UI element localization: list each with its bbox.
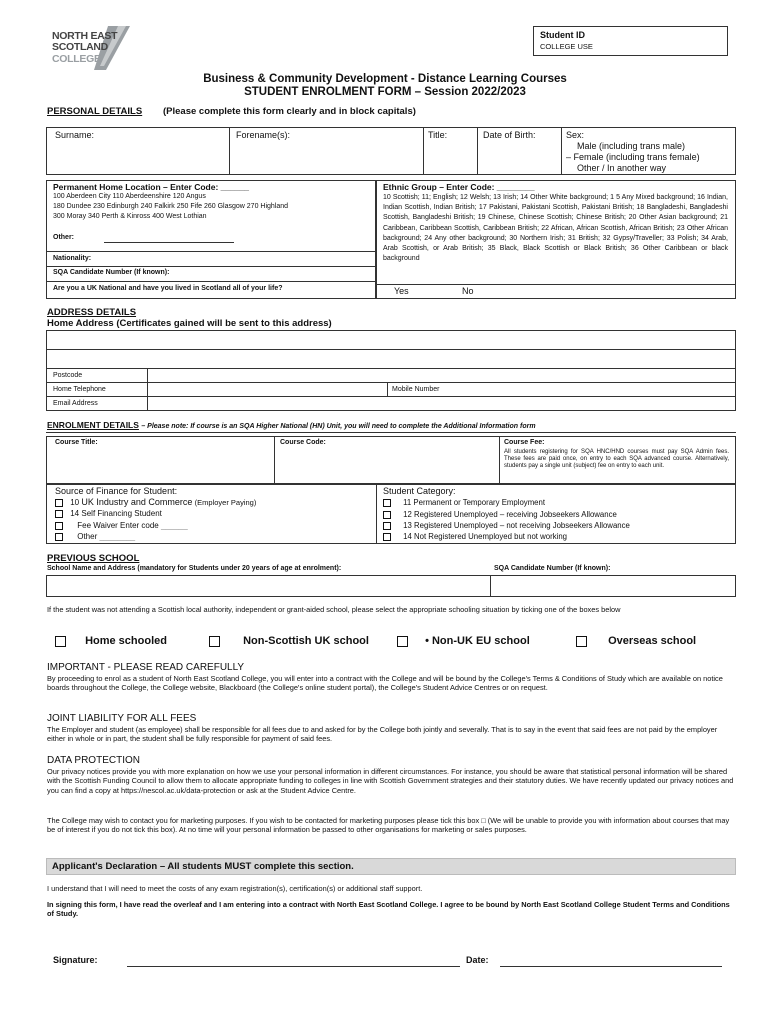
- school-sqa-label: SQA Candidate Number (If known):: [494, 565, 611, 572]
- home-codes-2: 180 Dundee 230 Edinburgh 240 Falkirk 250 Fife 260 Glasgow 270 Highland: [53, 203, 289, 210]
- date-input[interactable]: [500, 955, 722, 967]
- signature-label: Signature:: [53, 955, 98, 965]
- finance-option-1-note: (Employer Paying): [194, 498, 257, 507]
- school-situation-text: If the student was not attending a Scottish local authority, independent or grant-aided school, please select the appropriate schooling situation by ticking one of the boxes below: [47, 605, 621, 614]
- school-option-home[interactable]: [55, 635, 167, 648]
- school-option-eu-label: • Non-UK EU school: [425, 635, 530, 647]
- finance-option-2-label: Self Financing Student: [81, 509, 162, 518]
- finance-heading: Source of Finance for Student:: [55, 486, 178, 496]
- finance-option-3[interactable]: [55, 521, 188, 531]
- nationality-field[interactable]: Nationality:: [53, 255, 92, 262]
- course-fee-note: All students registering for SQA HNC/HND courses must pay SQA Admin fees. These fees are paid once, on entry to each SQA advanced course. Alternatively, students pay a single unit (subject) fee on entry to each unit.: [504, 449, 729, 469]
- finance-option-1-code: 10: [70, 498, 80, 507]
- previous-school-heading: PREVIOUS SCHOOL: [47, 553, 140, 564]
- checkbox-finance-3[interactable]: [55, 522, 63, 530]
- joint-liability-heading: JOINT LIABILITY FOR ALL FEES: [47, 713, 197, 724]
- category-option-2-label: 12 Registered Unemployed – receiving Jobseekers Allowance: [403, 510, 617, 519]
- checkbox-category-1[interactable]: [383, 499, 391, 507]
- home-location-label[interactable]: Permanent Home Location – Enter Code: ______: [53, 182, 250, 192]
- category-heading: Student Category:: [383, 486, 456, 496]
- checkbox-home-schooled[interactable]: [55, 636, 66, 647]
- logo-line-1: NORTH EAST: [52, 30, 118, 42]
- checkbox-non-scottish-uk[interactable]: [209, 636, 220, 647]
- mobile-number-field[interactable]: Mobile Number: [392, 386, 440, 393]
- school-option-eu[interactable]: [397, 635, 530, 648]
- finance-option-2[interactable]: [55, 509, 162, 519]
- joint-liability-text: The Employer and student (as employee) shall be responsible for all fees due to and asked for by the College both jointly and severally. That is to say in the event that said fees are not paid by the employer either in whole or in part, the student shall be fully responsible for payment of said fees.: [47, 725, 718, 744]
- declaration-text-2: In signing this form, I have read the overleaf and I am entering into a contract with North East Scotland College. I agree to be bound by North East Scotland College Student Terms and Conditions of Study.: [47, 900, 730, 919]
- school-option-uk-label: Non-Scottish UK school: [243, 635, 369, 647]
- address-sub: Home Address (Certificates gained will be sent to this address): [47, 318, 332, 329]
- category-option-3[interactable]: [383, 521, 630, 530]
- school-option-uk[interactable]: [209, 635, 369, 648]
- finance-option-1[interactable]: [55, 497, 256, 508]
- address-heading: ADDRESS DETAILS: [47, 307, 137, 318]
- checkbox-category-2[interactable]: [383, 511, 391, 519]
- uk-national-no[interactable]: No: [462, 286, 474, 296]
- school-name-label: School Name and Address (mandatory for Students under 20 years of age at enrolment):: [47, 565, 342, 572]
- school-option-overseas[interactable]: [576, 635, 696, 648]
- important-text: By proceeding to enrol as a student of North East Scotland College, you will enter into a contract with the College and will be bound by the College's Terms & Conditions of Study which are available on notice boards throughout the College, the College website, Blackboard (the College's online student portal), the College's Student Advice Centres or on request.: [47, 674, 723, 693]
- sex-option-female-label: Female (including trans female): [573, 152, 700, 162]
- category-option-1[interactable]: [383, 498, 545, 507]
- finance-option-1-label: UK Industry and Commerce: [81, 497, 193, 507]
- finance-option-4-note: ________: [99, 532, 136, 541]
- declaration-heading: Applicant's Declaration – All students MUST complete this section.: [52, 861, 354, 872]
- school-option-overseas-label: Overseas school: [608, 635, 697, 647]
- logo-line-3: COLLEGE: [52, 53, 101, 65]
- title-field[interactable]: Title:: [428, 130, 448, 140]
- marketing-text: The College may wish to contact you for marketing purposes. If you wish to be contacted for marketing purposes please tick this box □ (We will be unable to provide you with information about courses that may be of interest if you do not tick this box). At no time will your personal information be passed to other organisations for marketing or sales purposes.: [47, 816, 730, 835]
- school-sqa-input[interactable]: [491, 576, 735, 596]
- finance-option-3-label: Fee Waiver Enter code: [77, 521, 159, 530]
- category-option-3-label: 13 Registered Unemployed – not receiving Jobseekers Allowance: [403, 521, 630, 530]
- checkbox-category-3[interactable]: [383, 522, 391, 530]
- sex-option-female[interactable]: – Female (including trans female): [566, 152, 700, 162]
- finance-option-4-label: Other: [77, 532, 98, 541]
- checkbox-overseas[interactable]: [576, 636, 587, 647]
- personal-details-heading: PERSONAL DETAILS: [47, 106, 143, 117]
- school-option-home-label: Home schooled: [85, 635, 167, 647]
- enrolment-heading-row: [47, 420, 536, 431]
- checkbox-finance-1[interactable]: [55, 499, 63, 507]
- other-input[interactable]: [104, 234, 234, 243]
- enrolment-heading: ENROLMENT DETAILS: [47, 420, 139, 430]
- form-title-line-1: Business & Community Development - Distance Learning Courses: [203, 73, 567, 85]
- course-code-field[interactable]: Course Code:: [280, 439, 326, 446]
- home-codes-1: 100 Aberdeen City 110 Aberdeenshire 120 Angus: [53, 193, 206, 200]
- uk-national-yes[interactable]: Yes: [394, 286, 409, 296]
- sex-label: Sex:: [566, 130, 585, 140]
- important-heading: IMPORTANT - PLEASE READ CAREFULLY: [47, 662, 245, 673]
- other-label: Other:: [53, 234, 74, 241]
- dob-field[interactable]: Date of Birth:: [483, 130, 536, 140]
- forenames-field[interactable]: Forename(s):: [236, 130, 291, 140]
- course-title-field[interactable]: Course Title:: [55, 439, 98, 446]
- email-field[interactable]: Email Address: [53, 400, 98, 407]
- data-protection-heading: DATA PROTECTION: [47, 755, 140, 766]
- personal-details-note: (Please complete this form clearly and in block capitals): [163, 106, 416, 117]
- surname-field[interactable]: Surname:: [55, 130, 95, 140]
- student-id-box[interactable]: [533, 26, 728, 56]
- finance-option-4[interactable]: [55, 532, 135, 542]
- student-id-title: Student ID: [540, 30, 585, 40]
- checkbox-non-uk-eu[interactable]: [397, 636, 408, 647]
- signature-input[interactable]: [127, 955, 460, 967]
- sqa-number-field[interactable]: SQA Candidate Number (If known):: [53, 269, 170, 276]
- address-line-2[interactable]: [148, 350, 735, 367]
- checkbox-finance-4[interactable]: [55, 533, 63, 541]
- ethnic-group-label[interactable]: Ethnic Group – Enter Code: ________: [383, 182, 535, 192]
- checkbox-finance-2[interactable]: [55, 510, 63, 518]
- course-fee-field[interactable]: Course Fee:: [504, 439, 545, 446]
- category-option-2[interactable]: [383, 510, 617, 519]
- student-id-sub: COLLEGE USE: [540, 42, 593, 51]
- postcode-field[interactable]: Postcode: [53, 372, 83, 379]
- college-logo: [48, 26, 138, 74]
- finance-option-2-code: 14: [70, 509, 80, 518]
- home-telephone-field[interactable]: Home Telephone: [53, 386, 106, 393]
- declaration-text-1: I understand that I will need to meet the costs of any exam registration(s), certification(s) or additional staff support.: [47, 884, 423, 893]
- home-codes-3: 300 Moray 340 Perth & Kinross 400 West Lothian: [53, 213, 207, 220]
- address-line-1[interactable]: [148, 331, 735, 348]
- form-title-line-2: STUDENT ENROLMENT FORM – Session 2022/2023: [244, 86, 526, 98]
- school-name-input[interactable]: [47, 576, 489, 596]
- ethnic-codes: 10 Scottish; 11; English; 12 Welsh; 13 Irish; 14 Other White background; 1 5 Any Mixed background; 16 Indian, Indian Scottish, Indian British; 17 Pakistani, Pakistani Scottish, Pakistani British; 18 Bangladeshi, Bangladeshi Scottish, Bangladeshi British; 19 Chinese, Chinese Scottish; Chinese British; 20 Other Asian background; 21 Caribbean, Caribbean Scottish, Caribbean British; 22 African, African Scottish, African British; 23 Other African background; 24 Any other background; 30 Northern Irish; 31 British; 32 Gypsy/Traveller; 33 Polish; 34 Arab, Arab Scottish, or Arab British; 35 Black, Black Scottish or Black British; 36 Other Caribbean or black background: [383, 194, 728, 263]
- category-option-4[interactable]: [383, 532, 567, 541]
- date-label: Date:: [466, 955, 489, 965]
- category-option-4-label: 14 Not Registered Unemployed but not working: [403, 532, 567, 541]
- enrolment-note: – Please note: If course is an SQA Higher National (HN) Unit, you will need to complete the Additional Information form: [141, 423, 536, 430]
- logo-line-2: SCOTLAND: [52, 41, 108, 53]
- sex-option-male[interactable]: Male (including trans male): [577, 141, 686, 151]
- uk-national-question: Are you a UK National and have you lived in Scotland all of your life?: [53, 285, 283, 292]
- data-protection-text: Our privacy notices provide you with more explanation on how we use your personal information in different circumstances. For instance, you should be aware that statistical personal information will be shared with the Scottish Funding Council to allow them to allocate appropriate funding to colleges in line with Scottish Government strategies and their statutory duties. We have recently updated our privacy notices and you can find a copy at https://nescol.ac.uk/data-protection or ask at the Student Advice Centre.: [47, 767, 734, 795]
- finance-option-3-note: ______: [160, 521, 188, 530]
- sex-option-other[interactable]: Other / In another way: [577, 163, 667, 173]
- checkbox-category-4[interactable]: [383, 533, 391, 541]
- category-option-1-label: 11 Permanent or Temporary Employment: [403, 498, 546, 507]
